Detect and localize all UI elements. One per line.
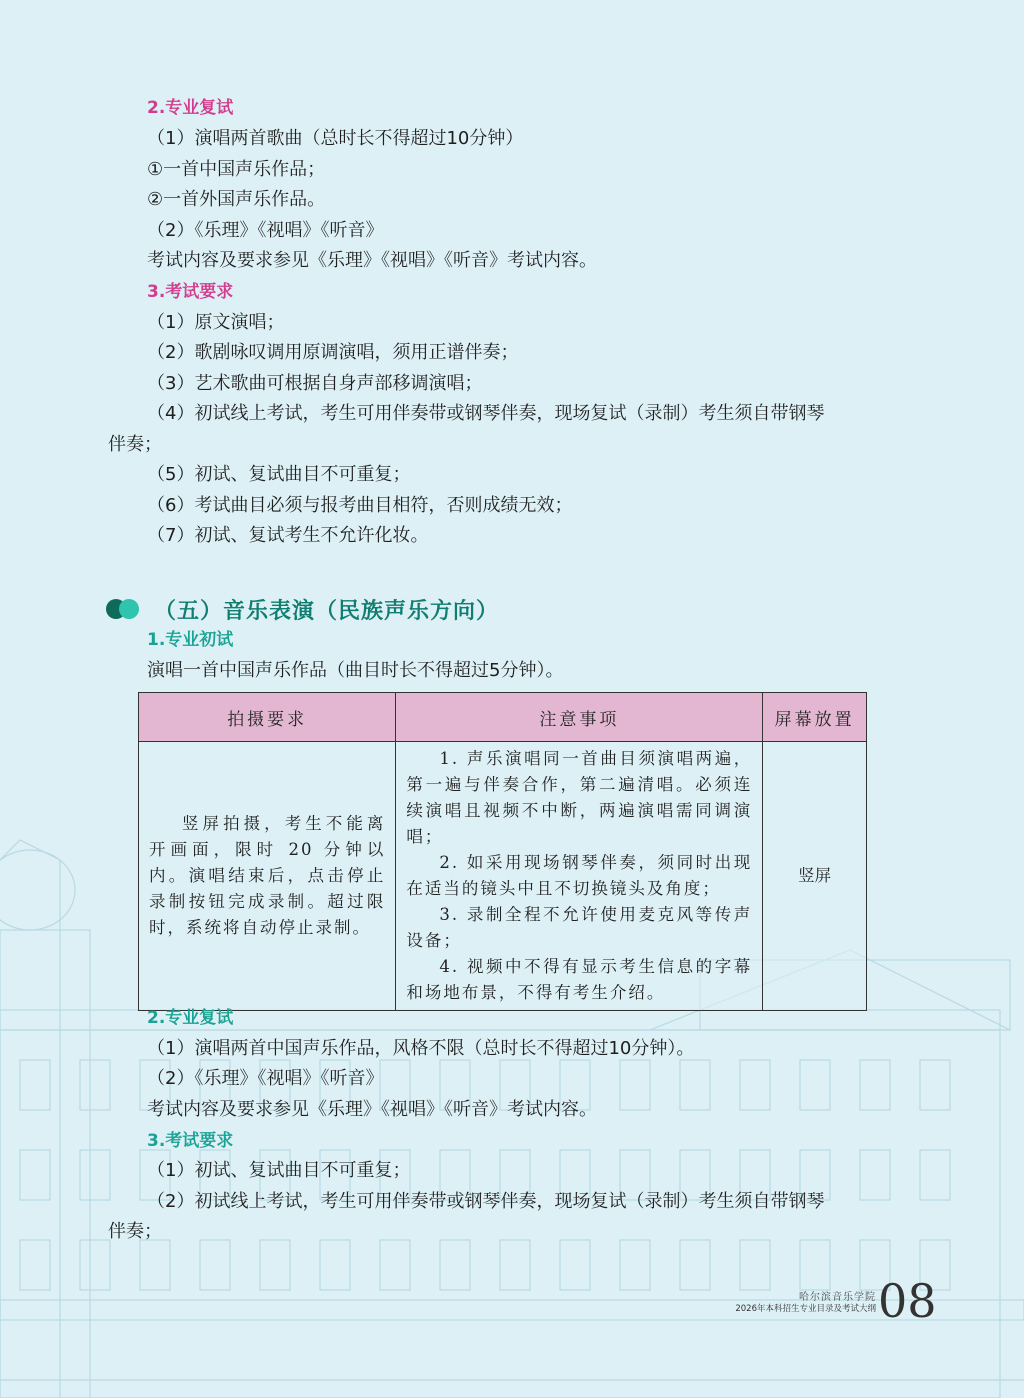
table-cell: [763, 742, 867, 1011]
table-cell: [396, 742, 763, 1011]
text-line: 伴奏；: [108, 434, 162, 455]
text-line: （2）歌剧咏叹调用原调演唱，须用正谱伴奏；: [147, 342, 519, 363]
text-line: （2）《乐理》《视唱》《听音》: [147, 1068, 384, 1089]
note-item: 3. 录制全程不允许使用麦克风等传声设备；: [406, 905, 753, 950]
text-line: （6）考试曲目必须与报考曲目相符，否则成绩无效；: [147, 495, 573, 516]
table-header: 屏幕放置: [763, 693, 867, 742]
filming-requirement-text: 竖屏拍摄，考生不能离开画面，限时 20 分钟以内。演唱结束后，点击停止录制按钮完成录制。超过限时，系统将自动停止录制。: [149, 814, 386, 937]
recording-requirements-table: [138, 692, 867, 1011]
text-line: 伴奏；: [108, 1221, 162, 1242]
requirements-heading: 3.考试要求: [147, 282, 234, 302]
table-header: 注意事项: [396, 693, 763, 742]
text-line: （2）初试线上考试，考生可用伴奏带或钢琴伴奏，现场复试（录制）考生须自带钢琴: [147, 1191, 825, 1212]
footer-subtitle: 2026年本科招生专业目录及考试大纲: [735, 1304, 876, 1314]
text-line: （1）演唱两首歌曲（总时长不得超过10分钟）: [147, 128, 524, 149]
text-line: （2）《乐理》《视唱》《听音》: [147, 220, 384, 241]
table-header: 拍摄要求: [139, 693, 396, 742]
text-line: （1）原文演唱；: [147, 312, 285, 333]
table-header-row: [139, 693, 867, 742]
initial-test-heading: 1.专业初试: [147, 630, 234, 650]
text-line: （7）初试、复试考生不允许化妆。: [147, 525, 429, 546]
text-line: ②一首外国声乐作品。: [147, 189, 326, 210]
text-line: （5）初试、复试曲目不可重复；: [147, 464, 411, 485]
retest-heading: 2.专业复试: [147, 1008, 234, 1028]
text-line: （1）演唱两首中国声乐作品，风格不限（总时长不得超过10分钟）。: [147, 1038, 695, 1059]
screen-orientation-text: 竖屏: [798, 866, 832, 885]
text-line: （3）艺术歌曲可根据自身声部移调演唱；: [147, 373, 483, 394]
retest-heading: 2.专业复试: [147, 98, 234, 118]
section-title-text: （五）音乐表演（民族声乐方向）: [154, 598, 500, 624]
table-row: [139, 742, 867, 1011]
text-line: ①一首中国声乐作品；: [147, 159, 326, 180]
section-bullet-icon: [106, 597, 144, 621]
page-number: 08: [878, 1274, 937, 1328]
text-line: （4）初试线上考试，考生可用伴奏带或钢琴伴奏，现场复试（录制）考生须自带钢琴: [147, 403, 825, 424]
requirements-heading: 3.考试要求: [147, 1131, 234, 1151]
note-item: 2. 如采用现场钢琴伴奏，须同时出现在适当的镜头中且不切换镜头及角度；: [406, 853, 753, 898]
footer-school-name: 哈尔滨音乐学院: [799, 1292, 876, 1303]
table-cell: [139, 742, 396, 1011]
text-line: 演唱一首中国声乐作品（曲目时长不得超过5分钟）。: [147, 660, 564, 681]
note-item: 1. 声乐演唱同一首曲目须演唱两遍，第一遍与伴奏合作，第二遍清唱。必须连续演唱且视频不中断，两遍演唱需同调演唱；: [406, 749, 753, 846]
section-heading: [106, 594, 499, 624]
text-line: 考试内容及要求参见《乐理》《视唱》《听音》考试内容。: [147, 1099, 597, 1120]
note-item: 4. 视频中不得有显示考生信息的字幕和场地布景，不得有考生介绍。: [406, 957, 753, 1002]
text-line: 考试内容及要求参见《乐理》《视唱》《听音》考试内容。: [147, 250, 597, 271]
text-line: （1）初试、复试曲目不可重复；: [147, 1160, 411, 1181]
